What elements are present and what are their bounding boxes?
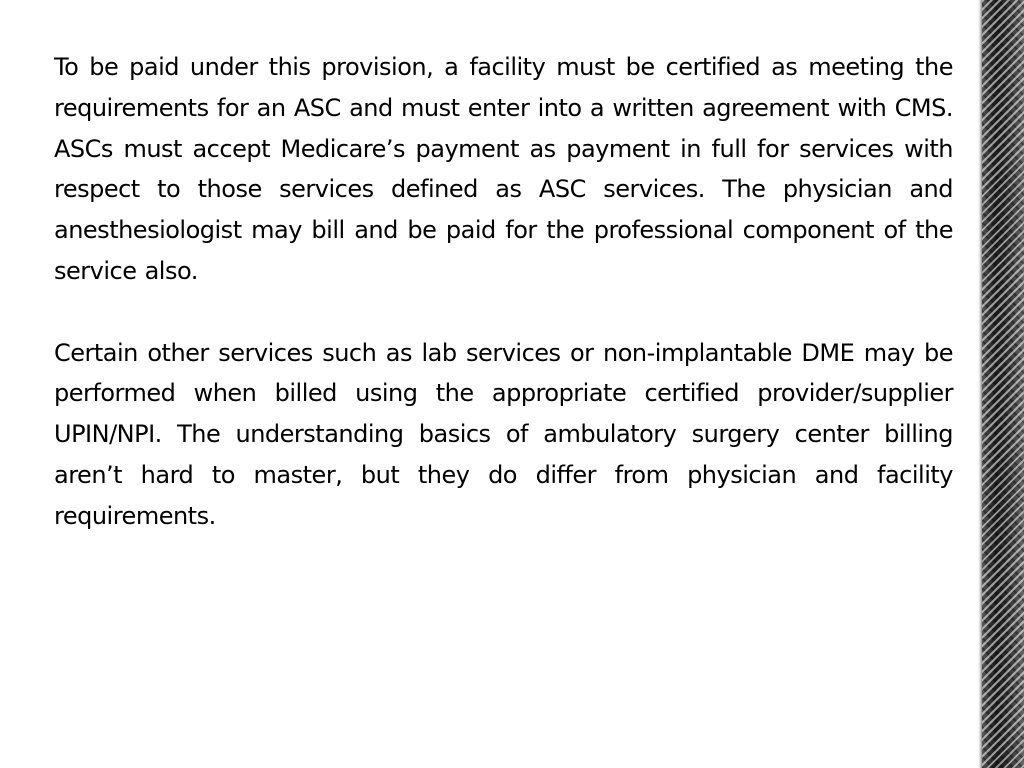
decorative-side-border	[982, 0, 1024, 768]
paragraph-other-services: Certain other services such as lab services or non-implantable DME may be performed when billed using the appropriate certified provider/supplier UPIN/NPI. The understanding basics of ambulatory surgery center billing aren’t hard to master, but they do differ from physician and facility requirements.	[54, 338, 953, 530]
paragraph-asc-certification: To be paid under this provision, a facility must be certified as meeting the requirements for an ASC and must enter into a written agreement with CMS. ASCs must accept Medicare’s payment as payment in full for services with respect to those services defined as ASC services. The physician and anesthesiologist may bill and be paid for the professional component of the service also.	[54, 53, 953, 285]
slide-body	[54, 47, 953, 537]
